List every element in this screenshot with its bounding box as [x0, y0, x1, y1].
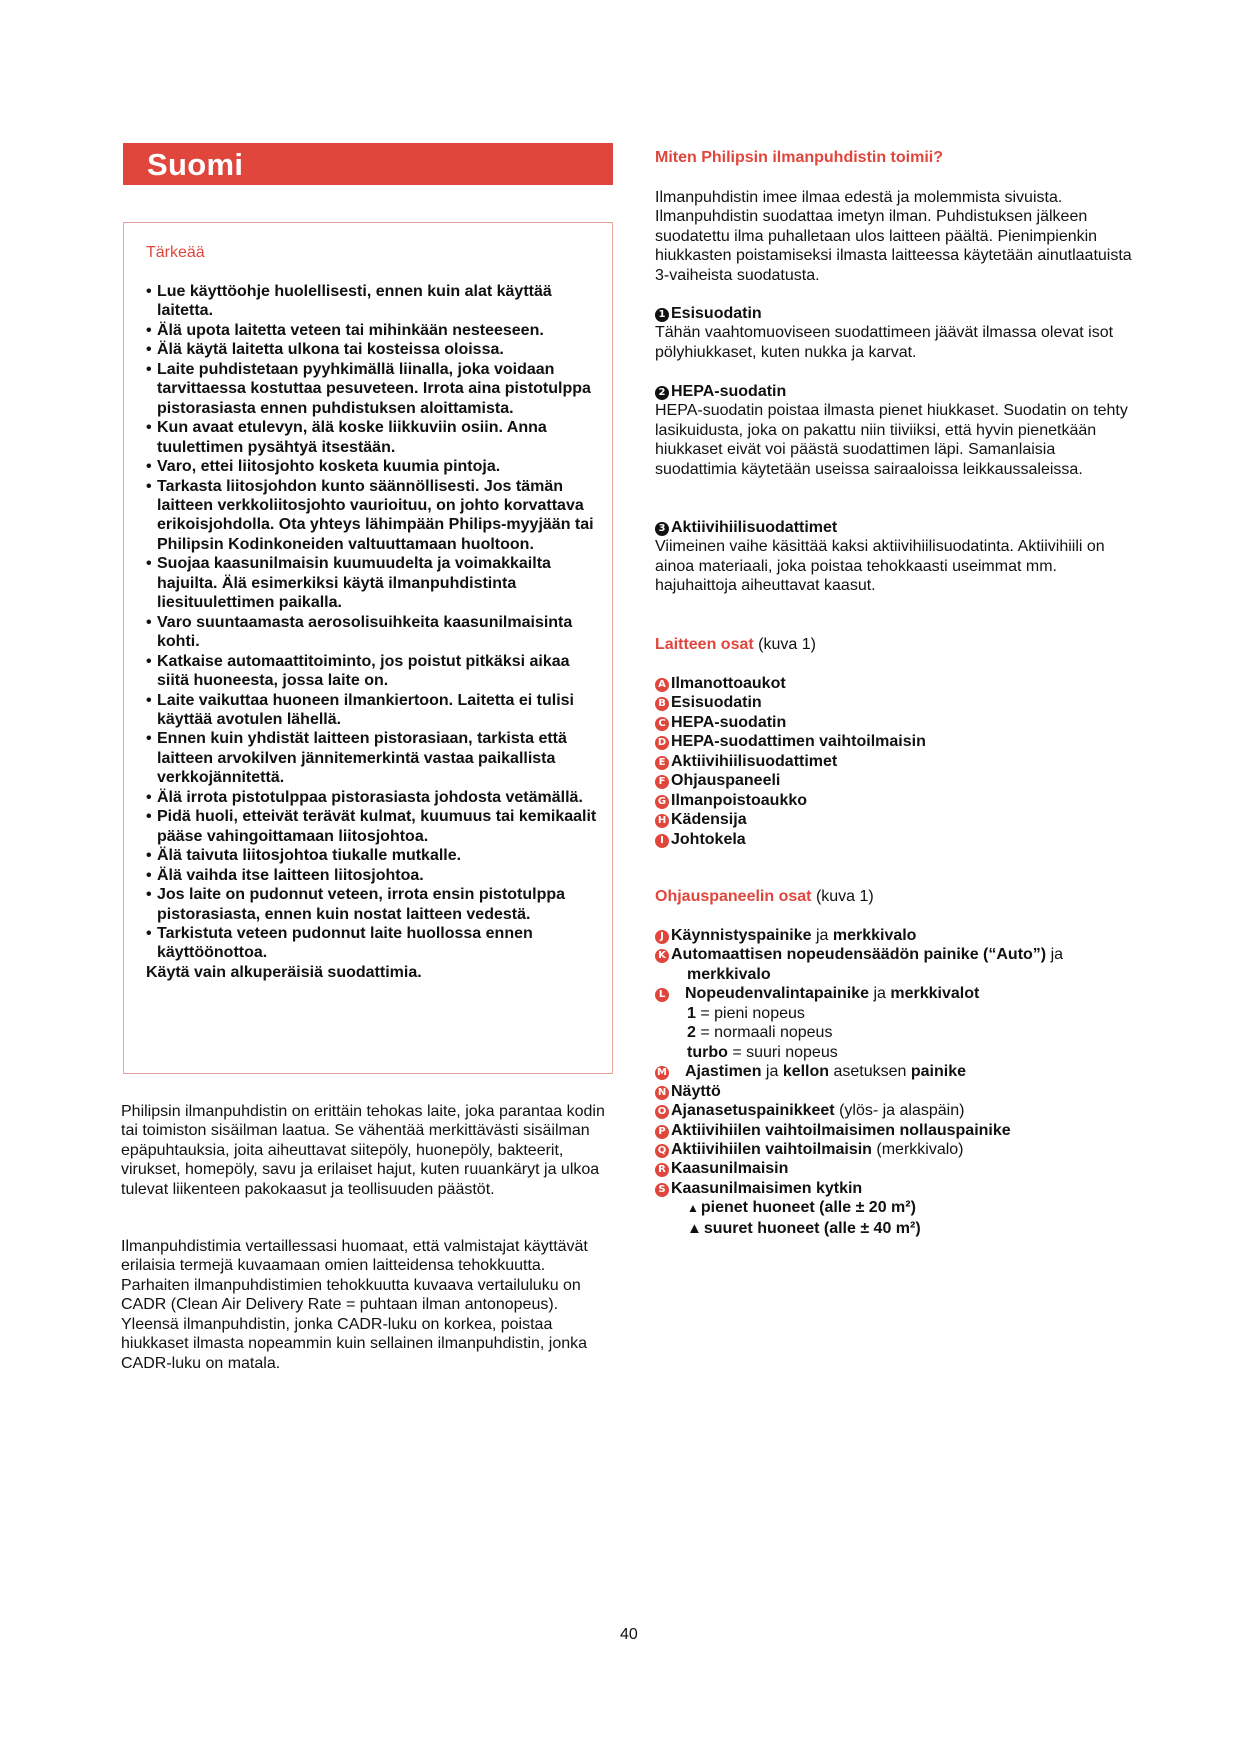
speed-desc: = suuri nopeus: [727, 1043, 838, 1061]
parts-ref: (kuva 1): [758, 636, 816, 653]
parts-title: Laitteen osat: [655, 636, 754, 653]
list-item: [655, 771, 1135, 790]
letter-icon: N: [655, 1086, 669, 1100]
important-item: • Älä upota laitetta veteen tai mihinkään nesteeseen.: [146, 321, 598, 340]
item-text: Näyttö: [671, 1082, 721, 1100]
switch-small: [655, 1198, 1135, 1218]
speed-desc: = pieni nopeus: [695, 1004, 805, 1022]
filter-title: HEPA-suodatin: [671, 383, 787, 400]
letter-icon: J: [655, 930, 669, 944]
small-house-icon: ▲: [687, 1201, 699, 1216]
item-text: (merkkivalo): [871, 1140, 964, 1158]
item-text: asetuksen: [829, 1063, 911, 1081]
letter-icon: K: [655, 949, 669, 963]
item-text: kellon: [782, 1063, 830, 1081]
step-number-icon: 3: [655, 522, 669, 536]
letter-icon: B: [655, 697, 669, 711]
letter-icon: F: [655, 775, 669, 789]
page-title: Suomi: [147, 147, 244, 182]
large-house-icon: ▲: [687, 1219, 702, 1237]
part-label: Ilmanpoistoaukko: [671, 791, 808, 809]
speed-key: turbo: [687, 1043, 728, 1061]
step-number-icon: 2: [655, 386, 669, 400]
important-item: • Lue käyttöohje huolellisesti, ennen kuin alat käyttää laitetta.: [146, 282, 598, 321]
important-item: • Laite vaikuttaa huoneen ilmankiertoon. Laitetta ei tulisi käyttää avotulen lähellä.: [146, 691, 598, 730]
part-label: Esisuodatin: [671, 694, 762, 712]
item-text: Ajastimen: [685, 1063, 762, 1081]
panel-title: Ohjauspaneelin osat: [655, 888, 812, 905]
item-text: Käynnistyspainike: [671, 927, 812, 944]
page-number: 40: [620, 1626, 638, 1643]
list-item: [655, 810, 1135, 829]
panel-list: [655, 926, 1135, 1238]
list-item: [655, 791, 1135, 810]
important-item: • Kun avaat etulevyn, älä koske liikkuviin osiin. Anna tuulettimen pysähtyä itsestään.: [146, 418, 598, 457]
list-item: [655, 984, 1135, 1003]
parts-heading: [655, 635, 1135, 654]
letter-icon: L: [655, 988, 669, 1002]
parts-list: [655, 674, 1135, 849]
important-item: • Suojaa kaasunilmaisin kuumuudelta ja voimakkailta hajuilta. Älä esimerkiksi käytä ilmanpuhdistinta liesituulettimen paikalla.: [146, 554, 598, 612]
list-item: [655, 752, 1135, 771]
item-text: pienet huoneet (alle ± 20 m²): [700, 1199, 916, 1217]
letter-icon: G: [655, 795, 669, 809]
list-item: [655, 926, 1135, 945]
panel-heading: [655, 887, 1135, 906]
important-item: • Ennen kuin yhdistät laitteen pistorasiaan, tarkista että laitteen arvokilven jännitemerkintä vastaa paikallista verkkojännitettä.: [146, 729, 598, 787]
letter-icon: D: [655, 736, 669, 750]
letter-icon: H: [655, 814, 669, 828]
speed-item: [655, 1004, 1135, 1023]
part-label: HEPA-suodattimen vaihtoilmaisin: [671, 733, 926, 751]
item-text: suuret huoneet (alle ± 40 m²): [703, 1219, 921, 1237]
list-item: [655, 1121, 1135, 1140]
filter-3: [655, 518, 1135, 596]
filter-title: Esisuodatin: [671, 305, 762, 322]
important-item: • Varo suuntaamasta aerosolisuihkeita kaasunilmaisinta kohti.: [146, 613, 598, 652]
list-item: [655, 1082, 1135, 1101]
speed-item: [655, 1043, 1135, 1062]
item-text: Automaattisen nopeudensäädön painike (“Auto”): [671, 946, 1047, 964]
step-number-icon: 1: [655, 308, 669, 322]
letter-icon: M: [655, 1066, 669, 1080]
filter-1: [655, 304, 1135, 362]
list-item: [655, 674, 1135, 693]
list-item: [655, 830, 1135, 849]
important-item: • Tarkistuta veteen pudonnut laite huollossa ennen käyttöönottoa.: [146, 924, 598, 963]
part-label: Ohjauspaneeli: [671, 772, 781, 790]
part-label: HEPA-suodatin: [671, 713, 787, 731]
intro-paragraph-1: Philipsin ilmanpuhdistin on erittäin tehokas laite, joka parantaa kodin tai toimiston sisäilman laatua. Se vähentää merkittävästi sisäilman epäpuhtauksia, joita aiheuttavat siitepöly, huonepöly, bakteerit, virukset, homepöly, savu ja erilaiset hajut, kuten ruuankäryt ja ulkoa tulevat liikenteen pakokaasut ja teollisuuden päästöt.: [121, 1103, 605, 1198]
important-item: • Katkaise automaattitoiminto, jos poistut pitkäksi aikaa siitä huoneesta, jossa laite on.: [146, 652, 598, 691]
speed-desc: = normaali nopeus: [695, 1024, 833, 1042]
list-item: [655, 1062, 1135, 1081]
letter-icon: E: [655, 756, 669, 770]
panel-ref: (kuva 1): [815, 888, 874, 905]
important-item: • Pidä huoli, etteivät terävät kulmat, kuumuus tai kemikaalit pääse vahingoittamaan liitosjohtoa.: [146, 807, 598, 846]
item-text: Aktiivihiilen vaihtoilmaisimen nollauspainike: [671, 1121, 1011, 1139]
item-text: Kaasunilmaisimen kytkin: [671, 1179, 863, 1197]
list-item: [655, 1140, 1135, 1159]
item-text: Nopeudenvalintapainike: [685, 985, 870, 1003]
list-item: [655, 1101, 1135, 1120]
letter-icon: R: [655, 1163, 669, 1177]
letter-icon: S: [655, 1183, 669, 1197]
item-text: ja: [811, 927, 833, 944]
part-label: Aktiivihiilisuodattimet: [671, 752, 838, 770]
switch-large: [655, 1219, 1135, 1238]
list-item: [655, 945, 1135, 964]
filter-2: [655, 382, 1135, 479]
filter-text: Tähän vaahtomuoviseen suodattimeen jäävät ilmassa olevat isot pölyhiukkaset, kuten nukka ja karvat.: [655, 324, 1114, 361]
important-item: • Laite puhdistetaan pyyhkimällä liinalla, joka voidaan tarvittaessa kostuttaa pesuveteen. Irrota aina pistotulppa pistorasiasta ennen puhdistuksen aloittamista.: [146, 360, 598, 418]
list-item: [655, 732, 1135, 751]
filter-text: Viimeinen vaihe käsittää kaksi aktiivihiilisuodatinta. Aktiivihiili on ainoa materiaali, joka poistaa tehokkaasti useimmat mm. hajuhaittoja aiheuttavat kaasut.: [655, 538, 1105, 595]
important-item: • Tarkasta liitosjohdon kunto säännöllisesti. Jos tämän laitteen verkkoliitosjohto vaurioituu, on johto korvattava erikoisjohdolla. Ota yhteys lähimpään Philips-myyjään tai Philipsin Kodinkoneiden valtuuttamaan huoltoon.: [146, 477, 598, 555]
list-item-continued: merkkivalo: [687, 965, 771, 983]
important-item: • Älä irrota pistotulppaa pistorasiasta johdosta vetämällä.: [146, 788, 598, 807]
item-text: painike: [910, 1063, 967, 1081]
letter-icon: C: [655, 717, 669, 731]
speed-key: 2: [687, 1024, 696, 1042]
item-text: merkkivalot: [890, 985, 980, 1003]
letter-icon: A: [655, 678, 669, 692]
important-item: • Älä käytä laitetta ulkona tai kosteissa oloissa.: [146, 340, 598, 359]
item-text: (ylös- ja alaspäin): [834, 1102, 965, 1120]
language-banner: [123, 143, 613, 185]
important-item: • Jos laite on pudonnut veteen, irrota ensin pistotulppa pistorasiasta, ennen kuin nostat laitteen vedestä.: [146, 885, 598, 924]
speed-key: 1: [687, 1004, 696, 1022]
item-text: merkkivalo: [832, 927, 917, 944]
how-it-works-intro: Ilmanpuhdistin imee ilmaa edestä ja molemmista sivuista. Ilmanpuhdistin suodattaa imetyn ilman. Puhdistuksen jälkeen suodatettu ilma puhalletaan ulos laitteen päältä. Pienimpienkin hiukkasten poistamiseksi ilmasta laitteessa käytetään ainutlaatuista 3-vaiheista suodatusta.: [655, 189, 1132, 284]
item-text: ja: [1046, 946, 1064, 964]
list-item: [655, 1179, 1135, 1198]
important-item: • Älä vaihda itse laitteen liitosjohtoa.: [146, 866, 598, 885]
item-text: ja: [869, 985, 891, 1003]
letter-icon: O: [655, 1105, 669, 1119]
part-label: Johtokela: [671, 830, 746, 848]
letter-icon: I: [655, 834, 669, 848]
important-item: • Varo, ettei liitosjohto kosketa kuumia pintoja.: [146, 457, 598, 476]
important-list: [146, 282, 598, 982]
item-text: ja: [761, 1063, 783, 1081]
important-closing: Käytä vain alkuperäisiä suodattimia.: [146, 963, 422, 981]
item-text: Kaasunilmaisin: [671, 1160, 789, 1178]
important-item: • Älä taivuta liitosjohtoa tiukalle mutkalle.: [146, 846, 598, 865]
intro-paragraph-2: Ilmanpuhdistimia vertaillessasi huomaat, että valmistajat käyttävät erilaisia termejä kuvaamaan omien laitteidensa tehokkuutta. Parhaiten ilmanpuhdistimien tehokkuutta kuvaava vertailuluku on CADR (Clean Air Delivery Rate = puhtaan ilman antonopeus). Yleensä ilmanpuhdistin, jonka CADR-luku on korkea, poistaa hiukkaset ilmasta nopeammin kuin sellainen ilmanpuhdistin, jonka CADR-luku on matala.: [121, 1238, 588, 1372]
item-text: Ajanasetuspainikkeet: [671, 1102, 835, 1120]
filter-text: HEPA-suodatin poistaa ilmasta pienet hiukkaset. Suodatin on tehty lasikuidusta, joka on pakattu niin tiiviiksi, että hyvin pienetkään hiukkaset eivät voi päästä suodattimen läpi. Samanlaisia suodattimia käytetään useissa sairaaloissa leikkaussaleissa.: [655, 402, 1128, 478]
item-text: Aktiivihiilen vaihtoilmaisin: [671, 1140, 872, 1158]
part-label: Kädensija: [671, 811, 747, 829]
list-item: [655, 1159, 1135, 1178]
important-title: Tärkeää: [146, 244, 205, 261]
speed-item: [655, 1023, 1135, 1042]
list-item: [655, 713, 1135, 732]
letter-icon: P: [655, 1125, 669, 1139]
letter-icon: Q: [655, 1144, 669, 1158]
list-item: [655, 693, 1135, 712]
how-it-works-title: Miten Philipsin ilmanpuhdistin toimii?: [655, 149, 943, 166]
part-label: Ilmanottoaukot: [671, 675, 786, 692]
filter-title: Aktiivihiilisuodattimet: [671, 519, 838, 536]
